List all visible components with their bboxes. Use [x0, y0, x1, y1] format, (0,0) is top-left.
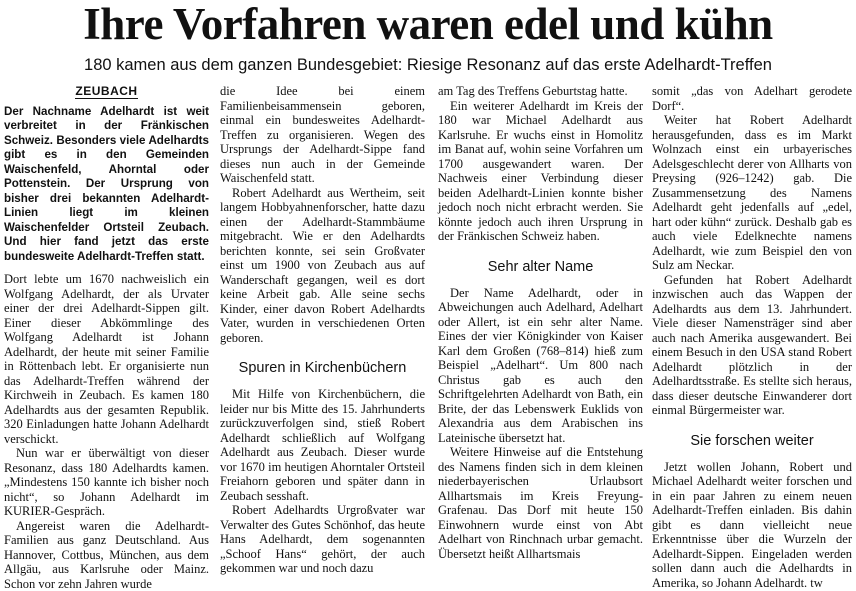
body-paragraph: Robert Adelhardts Urgroßvater war Verwalter des Gutes Schönhof, das heute Hans Adelhardt, dem sogenannten „Schoof Hans“ gehört, der auch gekommen war und noch dazu: [220, 503, 425, 576]
body-paragraph: Weiter hat Robert Adelhardt herausgefunden, dass es im Markt Wolnzach einst ein urbayerisches Adelsgeschlecht derer von Allharts von Preysing (926–1242) gab. Die Zusammensetzung des Namens Adelhardt geht jedenfalls auf „edel, hart oder kühn“ zurück. Deshalb gab es auch viele Edelknechte namens Adelhardt, wie zum Beispiel den von Sulz am Neckar.: [652, 113, 852, 273]
body-paragraph: Weitere Hinweise auf die Entstehung des Namens finden sich in dem kleinen niederbayerischen Urlaubsort Allhartsmais im Kreis Freyung-Grafenau. Das Dorf mit heute 150 Einwohnern wurde einst von Abt Adelhart von Rinchnach urbar gemacht. Übersetzt heißt Allhartsmais: [438, 445, 643, 561]
section-subheading: Spuren in Kirchenbüchern: [220, 359, 425, 377]
body-paragraph: Angereist waren die Adelhardt-Familien aus ganz Deutschland. Aus Hannover, Cottbus, München, aus dem Allgäu, aus Karlsruhe oder Mainz. Schon vor zehn Jahren wurde: [4, 519, 209, 591]
article-column-4: [652, 84, 852, 575]
body-paragraph: Dort lebte um 1670 nachweislich ein Wolfgang Adelhardt, der als Urvater einer der drei Adelhardt-Sippen gilt. Einer dieser Abkömmlinge des Wolfgang Adelhardt ist Johann Adelhardt, der heute mit seiner Familie in Röttenbach lebt. Er organisierte nun das Adelhardt-Treffen während der Kirchweih in Zeubach. Es kamen 180 Adelhardts aus der gesamten Republik. 320 Einladungen hatte Johann Adelhardt verschickt.: [4, 272, 209, 446]
article-column-3: [438, 84, 643, 575]
body-paragraph: Nun war er überwältigt von dieser Resonanz, dass 180 Adelhardts kamen. „Mindestens 150 kannte ich bisher noch nicht“, so Johann Adelhardt im KURIER-Gespräch.: [4, 446, 209, 519]
body-paragraph: Robert Adelhardt aus Wertheim, seit langem Hobbyahnenforscher, hatte dazu einen der Adelhardt-Stammbäume mitgebracht. Wie er den Adelhardts berichten konnte, sei sein Großvater einst um 1900 von Zeubach aus auf Wanderschaft gegangen, weil es dort keine Arbeit gab. Alle seine sechs Kinder, einer davon Robert Adelhardts Vater, wurden in verschiedenen Orten geboren.: [220, 186, 425, 346]
body-paragraph: Ein weiterer Adelhardt im Kreis der 180 war Michael Adelhardt aus Karlsruhe. Er wuchs einst in Homolitz im Banat auf, wohin seine Vorfahren um 1700 ausgewandert waren. Der Nachweis einer Verbindung dieser beiden Adelhardt-Linien konnte bisher jedoch noch nicht erbracht werden. Sie könnte jedoch auch ihren Ursprung in der Fränkischen Schweiz haben.: [438, 99, 643, 244]
body-paragraph: somit „das von Adelhart gerodete Dorf“.: [652, 84, 852, 113]
body-paragraph: Der Name Adelhardt, oder in Abweichungen auch Adelhard, Adelhart oder Allert, ist ein sehr alter Name. Eines der vier Königkinder von Kaiser Karl dem Großen (768–814) hieß zum Beispiel „Adelhart“. Um 800 nach Christus gab es auch den Schriftgelehrten Adelhardt von Bath, ein Brite, der das Lebenswerk Euklids von Alexandria aus dem Arabischen ins Lateinische übersetzt hat.: [438, 286, 643, 446]
headline: Ihre Vorfahren waren edel und kühn: [0, 0, 856, 48]
body-paragraph: Jetzt wollen Johann, Robert und Michael Adelhardt weiter forschen und in ein paar Jahren zu einem neuen Adelhardt-Treffen einladen. Bis dahin gibt es dann vielleicht neue Erkenntnisse über die Wurzeln der Adelhardt-Sippen. Eingeladen werden sollen dann auch die Adelhardts in Amerika, so Johann Adelhardt. tw: [652, 460, 852, 591]
section-subheading: Sie forschen weiter: [652, 432, 852, 450]
lead-paragraph: Der Nachname Adelhardt ist weit verbreitet in der Fränkischen Schweiz. Besonders viele Adelhardts gibt es in den Gemeinden Waischenfeld, Ahorntal oder Pottenstein. Der Ursprung von bisher drei bekannten Adelhardt-Linien liegt im kleinen Waischenfelder Ortsteil Zeubach. Und hier fand jetzt das erste bundesweite Adelhardt-Treffen statt.: [4, 105, 209, 265]
body-paragraph: am Tag des Treffens Geburtstag hatte.: [438, 84, 643, 99]
article-column-1: [4, 84, 209, 575]
dateline: ZEUBACH: [4, 84, 209, 99]
body-paragraph: die Idee bei einem Familienbeisammensein geboren, einmal ein bundesweites Adelhardt-Treffen zu organisieren. Wegen des Ursprungs der Adelhardt-Sippe fand dieses nun auch in der Gemeinde Waischenfeld statt.: [220, 84, 425, 186]
body-paragraph: Gefunden hat Robert Adelhardt inzwischen auch das Wappen der Adelhardts aus dem 13. Jahrhundert. Viele dieser Namensträger sind aber auch nach Amerika ausgewandert. Bei einem Besuch in den USA stand Robert Adelhardt plötzlich in der Adelhardtsstraße. Es stellte sich heraus, dass dieser deutsche Einwanderer dort einmal Bürgermeister war.: [652, 273, 852, 418]
body-paragraph: Mit Hilfe von Kirchenbüchern, die leider nur bis Mitte des 15. Jahrhunderts zurückzuverfolgen sind, stieß Robert Adelhardt schließlich auf Wolfgang Adelhardt aus Zeubach. Dieser wurde vor 1670 im heutigen Ahorntaler Ortsteil Freiahorn geboren und später dann in Zeubach sesshaft.: [220, 387, 425, 503]
article-column-2: [220, 84, 425, 575]
section-subheading: Sehr alter Name: [438, 258, 643, 276]
subheadline: 180 kamen aus dem ganzen Bundesgebiet: Riesige Resonanz auf das erste Adelhardt-Treffen: [0, 54, 856, 76]
